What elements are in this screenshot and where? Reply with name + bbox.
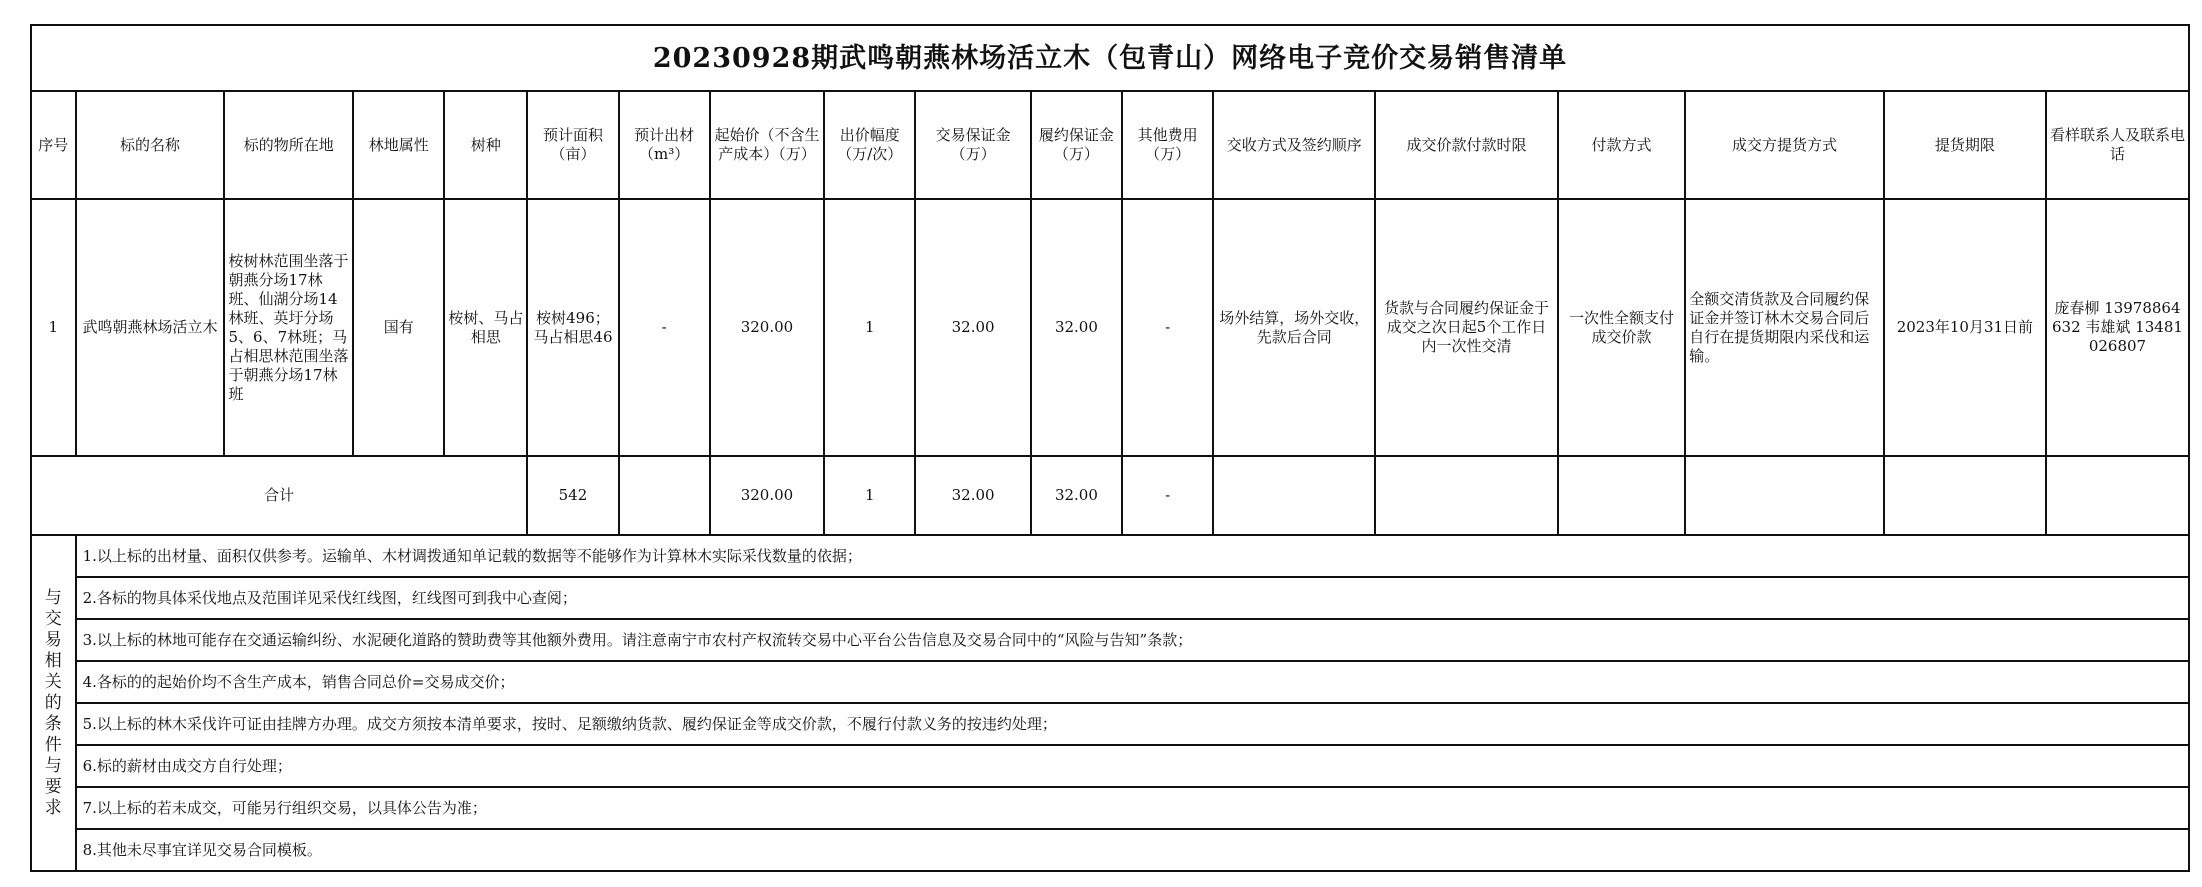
- payment-method: 一次性全额支付成交价款: [1558, 199, 1686, 456]
- header-cell: 成交方提货方式: [1685, 91, 1884, 199]
- total-area: 542: [527, 456, 618, 535]
- header-row: [31, 91, 2189, 199]
- lot-name: 武鸣朝燕林场活立木: [76, 199, 225, 456]
- payment-deadline: 货款与合同履约保证金于成交之次日起5个工作日内一次性交清: [1375, 199, 1557, 456]
- header-cell: 标的物所在地: [224, 91, 353, 199]
- pickup-deadline: 2023年10月31日前: [1884, 199, 2046, 456]
- header-cell: 序号: [31, 91, 76, 199]
- header-cell: 其他费用（万）: [1122, 91, 1213, 199]
- total-perf-deposit: 32.00: [1031, 456, 1122, 535]
- condition-row: [31, 829, 2189, 871]
- condition-item: 3.以上标的林地可能存在交通运输纠纷、水泥硬化道路的赞助费等其他额外费用。请注意南宁市农村产权流转交易中心平台公告信息及交易合同中的“风险与告知”条款；: [76, 619, 2189, 661]
- header-cell: 付款方式: [1558, 91, 1686, 199]
- sales-table: [30, 24, 2190, 872]
- empty-cell: [1884, 456, 2046, 535]
- header-cell: 提货期限: [1884, 91, 2046, 199]
- condition-item: 4.各标的的起始价均不含生产成本，销售合同总价=交易成交价；: [76, 661, 2189, 703]
- performance-deposit: 32.00: [1031, 199, 1122, 456]
- condition-row: [31, 619, 2189, 661]
- header-cell: 出价幅度（万/次）: [824, 91, 915, 199]
- table-row: [31, 199, 2189, 456]
- estimated-area: 桉树496；马占相思46: [527, 199, 618, 456]
- header-cell: 树种: [444, 91, 527, 199]
- condition-item: 1.以上标的出材量、面积仅供参考。运输单、木材调拨通知单记载的数据等不能够作为计算林木实际采伐数量的依据；: [76, 535, 2189, 577]
- lot-location: 桉树林范围坐落于朝燕分场17林班、仙湖分场14林班、英圩分场5、6、7林班；马占相思林范围坐落于朝燕分场17林班: [224, 199, 353, 456]
- other-fees: -: [1122, 199, 1213, 456]
- header-cell: 林地属性: [353, 91, 444, 199]
- header-cell: 起始价（不含生产成本）（万）: [710, 91, 824, 199]
- total-volume: [619, 456, 710, 535]
- header-cell: 履约保证金（万）: [1031, 91, 1122, 199]
- header-cell: 预计面积（亩）: [527, 91, 618, 199]
- empty-cell: [1375, 456, 1557, 535]
- empty-cell: [1685, 456, 1884, 535]
- conditions-label-cell: [31, 535, 76, 871]
- empty-cell: [2046, 456, 2189, 535]
- header-cell: 预计出材（m³）: [619, 91, 710, 199]
- trade-deposit: 32.00: [915, 199, 1030, 456]
- land-attribute: 国有: [353, 199, 444, 456]
- conditions-label: 与交易相关的条件与要求: [44, 587, 62, 818]
- condition-item: 5.以上标的林木采伐许可证由挂牌方办理。成交方须按本清单要求，按时、足额缴纳货款、履约保证金等成交价款，不履行付款义务的按违约处理；: [76, 703, 2189, 745]
- header-cell: 看样联系人及联系电话: [2046, 91, 2189, 199]
- tree-species: 桉树、马占相思: [444, 199, 527, 456]
- estimated-volume: -: [619, 199, 710, 456]
- total-increment: 1: [824, 456, 915, 535]
- sales-list-sheet: [30, 24, 2190, 872]
- condition-row: [31, 577, 2189, 619]
- delivery-method: 场外结算，场外交收，先款后合同: [1213, 199, 1375, 456]
- row-number: 1: [31, 199, 76, 456]
- condition-item: 2.各标的物具体采伐地点及范围详见采伐红线图，红线图可到我中心查阅；: [76, 577, 2189, 619]
- total-other-fee: -: [1122, 456, 1213, 535]
- pickup-method: 全额交清货款及合同履约保证金并签订林木交易合同后自行在提货期限内采伐和运输。: [1685, 199, 1884, 456]
- condition-row: [31, 745, 2189, 787]
- empty-cell: [1213, 456, 1375, 535]
- bid-increment: 1: [824, 199, 915, 456]
- page-title: 20230928期武鸣朝燕林场活立木（包青山）网络电子竞价交易销售清单: [31, 25, 2189, 91]
- condition-row: [31, 661, 2189, 703]
- condition-item: 6.标的薪材由成交方自行处理；: [76, 745, 2189, 787]
- contact-info: 庞春柳 13978864632 韦雄斌 13481026807: [2046, 199, 2189, 456]
- condition-row: [31, 535, 2189, 577]
- header-cell: 标的名称: [76, 91, 225, 199]
- condition-row: [31, 703, 2189, 745]
- condition-item: 8.其他未尽事宜详见交易合同模板。: [76, 829, 2189, 871]
- total-start-price: 320.00: [710, 456, 824, 535]
- total-row: [31, 456, 2189, 535]
- condition-row: [31, 787, 2189, 829]
- total-deposit: 32.00: [915, 456, 1030, 535]
- total-label: 合计: [31, 456, 527, 535]
- header-cell: 成交价款付款时限: [1375, 91, 1557, 199]
- header-cell: 交易保证金（万）: [915, 91, 1030, 199]
- start-price: 320.00: [710, 199, 824, 456]
- empty-cell: [1558, 456, 1686, 535]
- condition-item: 7.以上标的若未成交，可能另行组织交易，以具体公告为准；: [76, 787, 2189, 829]
- header-cell: 交收方式及签约顺序: [1213, 91, 1375, 199]
